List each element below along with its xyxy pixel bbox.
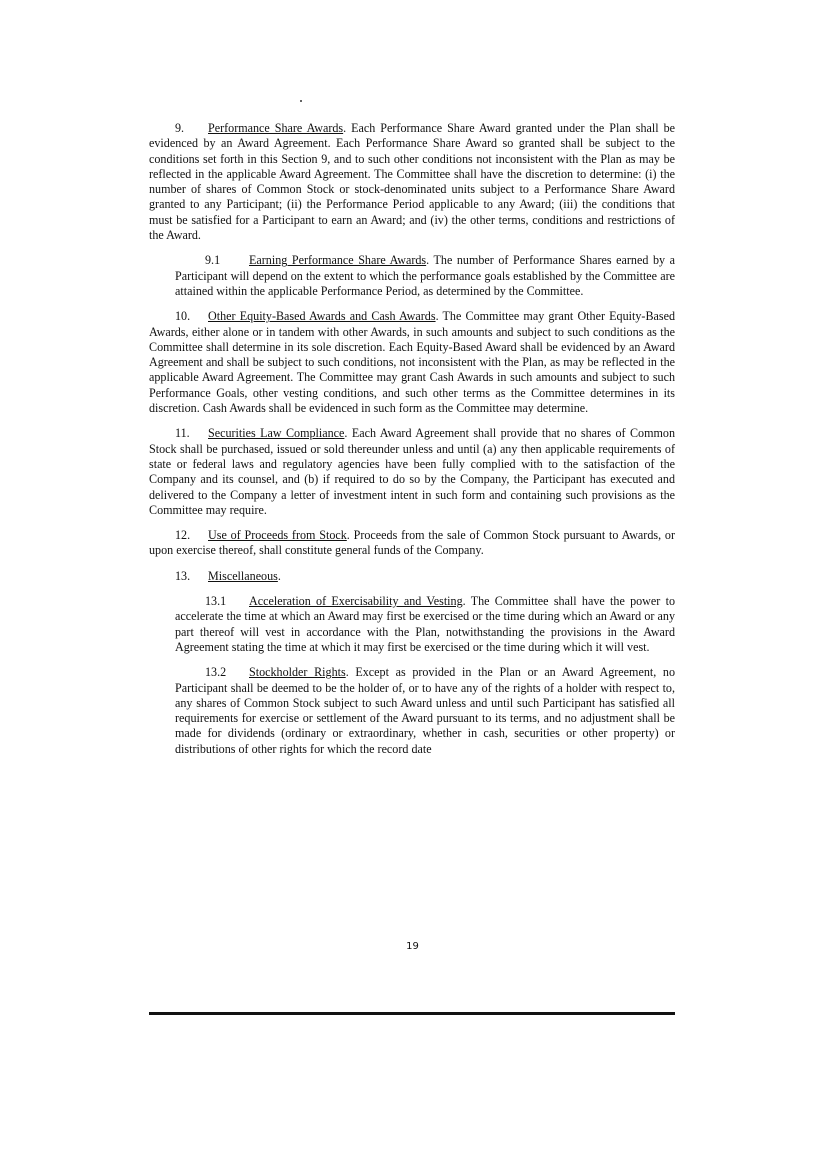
section-12-heading: Use of Proceeds from Stock: [208, 528, 347, 543]
section-12: [149, 528, 675, 559]
section-9: [149, 121, 675, 243]
section-13-2-number: 13.2: [205, 665, 227, 680]
section-10: [149, 309, 675, 416]
section-13-heading: Miscellaneous: [208, 568, 278, 583]
section-13-2: [175, 665, 675, 757]
section-9-1-text: . The number of Performance Shares earned by a Participant will depend on the extent to which the performance goals established by the Committee are attained within the applicable Performance Period, as determined by the Committee.: [175, 253, 675, 298]
section-9-1-heading: Earning Performance Share Awards: [249, 253, 427, 268]
section-13-2-text: . Except as provided in the Plan or an Award Agreement, no Participant shall be deemed to be the holder of, or to have any of the rights of a holder with respect to, any shares of Common Stock subject to such Award unless and until such Participant has satisfied all requirements for exercise or settlement of the Award pursuant to its terms, and no adjustment shall be made for dividends (ordinary or extraordinary, whether in cash, securities or other property) or distributions of other rights for which the record date: [175, 665, 675, 756]
section-12-number: 12.: [175, 528, 191, 543]
section-13-text: .: [277, 568, 281, 583]
section-11-number: 11.: [175, 426, 190, 441]
section-10-number: 10.: [175, 309, 191, 324]
section-11-heading: Securities Law Compliance: [208, 426, 345, 441]
section-9-1: [175, 253, 675, 299]
document-body: [149, 121, 675, 767]
section-9-number: 9.: [175, 121, 185, 135]
section-10-text: . The Committee may grant Other Equity-Based Awards, either alone or in tandem with other Awards, in such amounts and subject to such conditions as the Committee shall determine in its sole discretion. Each Equity-Based Award shall be evidenced by an Award Agreement and shall be subject to such conditions, not inconsistent with the Plan, as may be reflected in the applicable Award Agreement. The Committee may grant Cash Awards in such amounts and subject to such Performance Goals, other vesting conditions, and such other terms as the Committee determines in its discretion. Cash Awards shall be evidenced in such form as the Committee may determine.: [149, 309, 675, 416]
section-13-number: 13.: [175, 568, 191, 583]
section-13: [149, 569, 675, 584]
section-13-1-number: 13.1: [205, 594, 227, 609]
section-13-1-text: . The Committee shall have the power to accelerate the time at which an Award may first be exercised or the time during which an Award or any part thereof will vest in accordance with the Plan, notwithstanding the provisions in the Award Agreement stating the time at which it may first be exercised or the time during which it will vest.: [175, 594, 675, 654]
section-12-text: . Proceeds from the sale of Common Stock pursuant to Awards, or upon exercise thereof, shall constitute general funds of the Company.: [149, 528, 675, 558]
stray-dot-mark: [300, 100, 302, 102]
section-10-heading: Other Equity-Based Awards and Cash Awards: [208, 309, 436, 324]
section-11: [149, 426, 675, 518]
section-9-text: . Each Performance Share Award granted under the Plan shall be evidenced by an Award Agreement. Each Performance Share Award so granted shall be subject to the conditions set forth in this Section 9, and to such other conditions not inconsistent with the Plan as may be reflected in the applicable Award Agreement. The Committee shall have the discretion to determine: (i) the number of shares of Common Stock or stock-denominated units subject to a Performance Share Award granted to any Participant; (ii) the Performance Period applicable to any Award; (iii) the conditions that must be satisfied for a Participant to earn an Award; and (iv) the other terms, conditions and restrictions of the Award.: [149, 121, 675, 243]
section-13-1: [175, 594, 675, 655]
section-13-2-heading: Stockholder Rights: [249, 665, 346, 680]
page-number: 19: [406, 941, 419, 952]
section-13-1-heading: Acceleration of Exercisability and Vesting: [249, 594, 463, 609]
section-9-heading: Performance Share Awards: [208, 121, 344, 135]
section-11-text: . Each Award Agreement shall provide that no shares of Common Stock shall be purchased, issued or sold thereunder unless and until (a) any then applicable requirements of state or federal laws and regulatory agencies have been fully complied with to the satisfaction of the Company and its counsel, and (b) if required to do so by the Company, the Participant has executed and delivered to the Company a letter of investment intent in such form and containing such provisions as the Committee may require.: [149, 426, 675, 517]
section-9-1-number: 9.1: [205, 253, 221, 268]
footer-divider: [149, 1012, 675, 1015]
